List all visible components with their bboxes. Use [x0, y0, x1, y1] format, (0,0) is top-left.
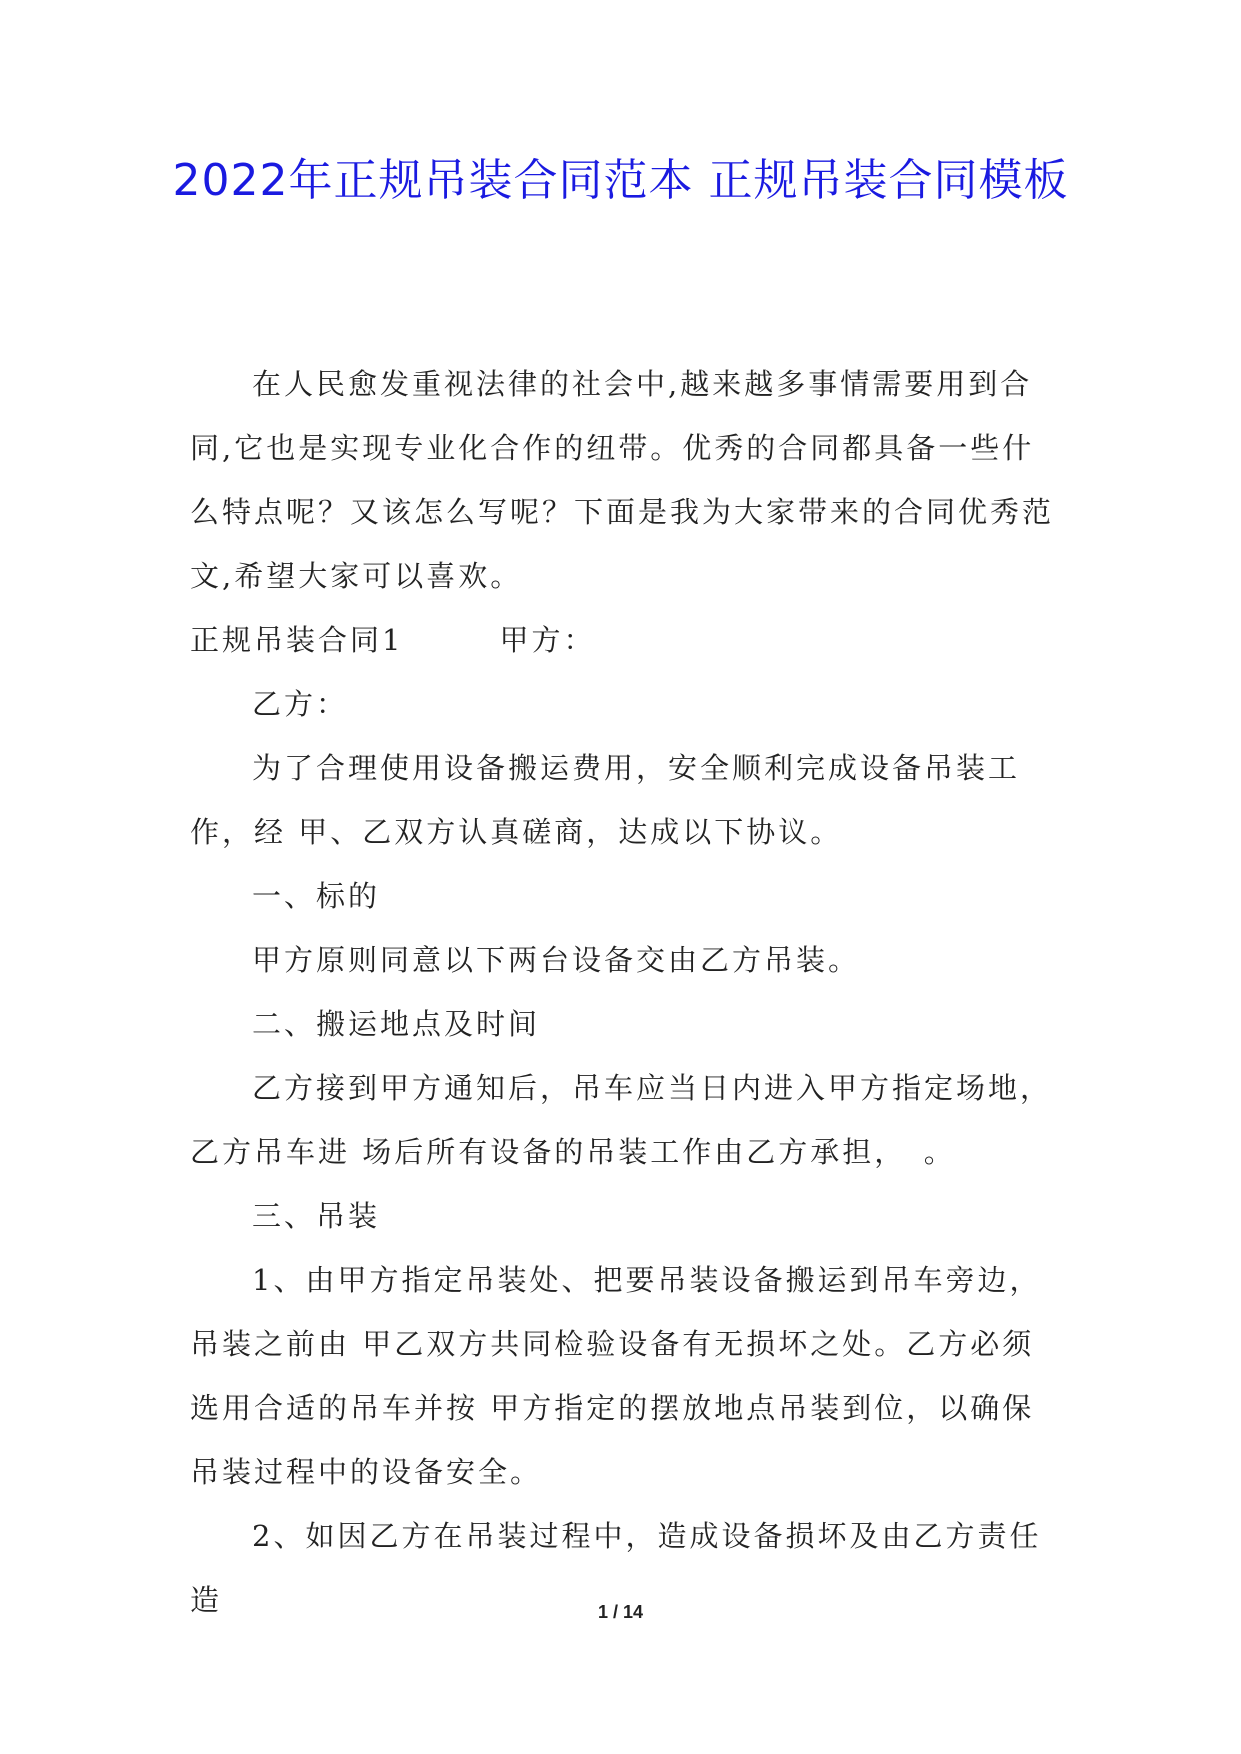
section-heading-hoisting: 三、吊装	[252, 1199, 381, 1233]
page-number: 1 / 14	[597, 1602, 644, 1622]
paragraph-intro: 在人民愈发重视法律的社会中,越来越多事情需要用到合同,它也是实现专业化合作的纽带。优秀的合同都具备一些什么特点呢？又该怎么写呢？下面是我为大家带来的合同优秀范文,希望大家可以喜欢。	[190, 367, 1055, 593]
section-heading-location-time: 二、搬运地点及时间	[252, 1007, 541, 1041]
document-title: 2022年正规吊装合同范本 正规吊装合同模板	[172, 155, 1069, 206]
document-body	[190, 352, 1055, 1632]
paragraph-hoisting-2: 2、如因乙方在吊装过程中，造成设备损坏及由乙方责任造	[190, 1519, 1042, 1617]
paragraph-location-time: 乙方接到甲方通知后，吊车应当日内进入甲方指定场地，乙方吊车进 场后所有设备的吊装工作由乙方承担， 。	[190, 1071, 1053, 1169]
paragraph-hoisting-1: 1、由甲方指定吊装处、把要吊装设备搬运到吊车旁边，吊装之前由 甲乙双方共同检验设备有无损坏之处。乙方必须选用合适的吊车并按 甲方指定的摆放地点吊装到位，以确保吊装过程中的设备安全。	[190, 1263, 1042, 1489]
paragraph-party-b: 乙方：	[252, 687, 349, 721]
paragraph-purpose: 为了合理使用设备搬运费用，安全顺利完成设备吊装工作，经 甲、乙双方认真磋商，达成以下协议。	[190, 751, 1021, 849]
paragraph-subject: 甲方原则同意以下两台设备交由乙方吊装。	[252, 943, 861, 977]
section-heading-subject: 一、标的	[252, 879, 381, 913]
paragraph-contract-heading: 正规吊装合同1 甲方：	[190, 623, 596, 657]
